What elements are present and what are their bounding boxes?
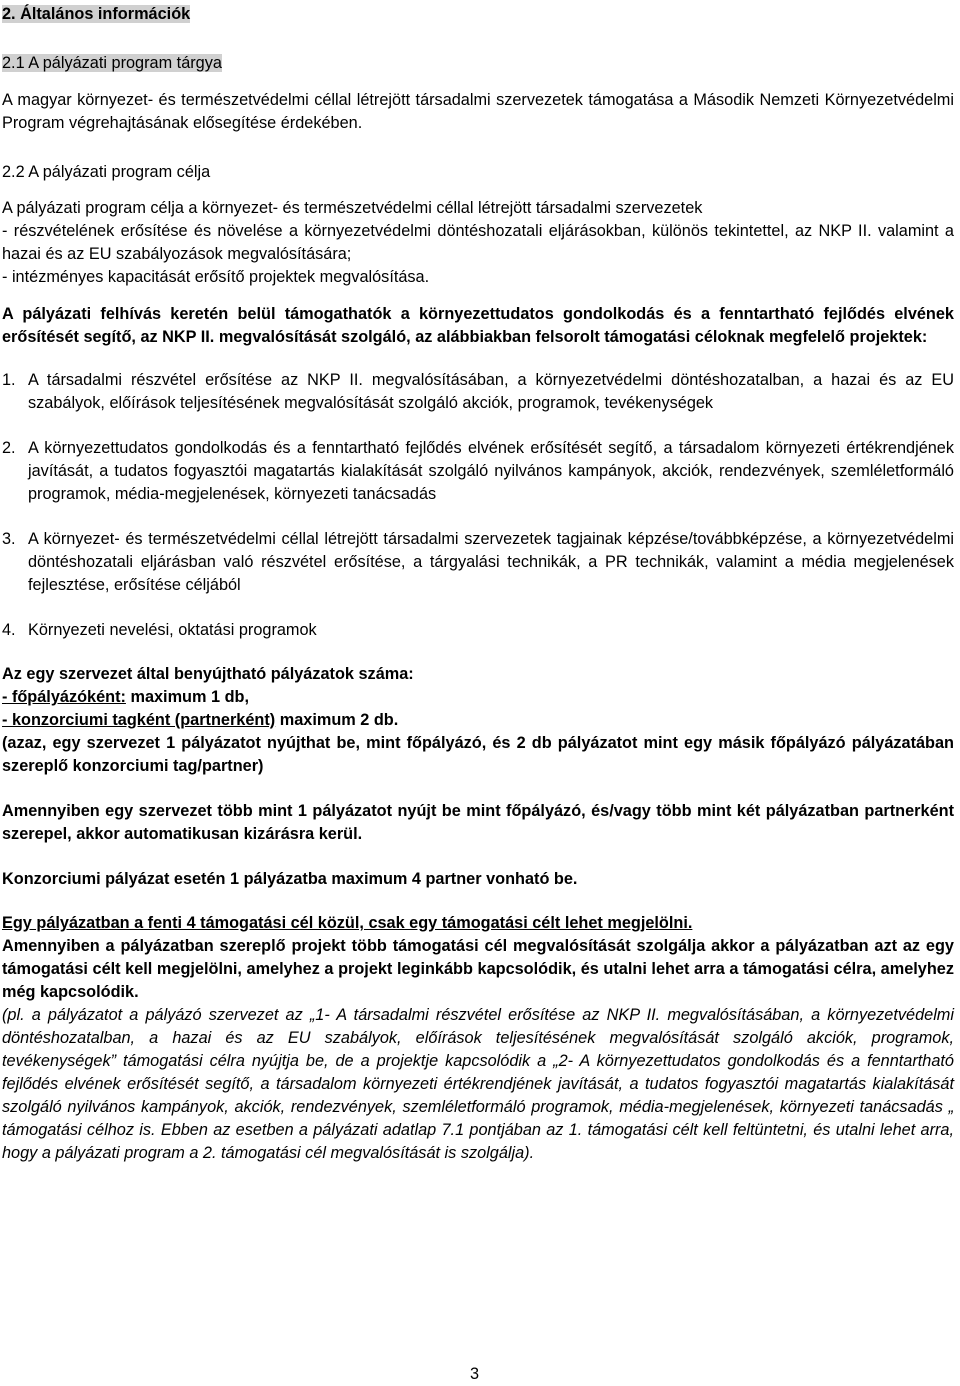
goal-number: 4. <box>2 621 16 639</box>
goal-item-2 <box>2 437 954 506</box>
main-applicant-value: maximum 1 db, <box>125 688 249 706</box>
goal-text: A környezettudatos gondolkodás és a fenntartható fejlődés elvének erősítését segítő, a társadalom környezeti értékrendjének javítását, a tudatos fogyasztói magatartás kialakítását szolgáló nyilvános kampányok, akciók, rendezvények, szemléletformáló programok, média-megjelenések, környezeti tanácsadás <box>28 439 954 503</box>
goal-number: 1. <box>2 371 16 389</box>
applications-partner <box>2 709 954 732</box>
subsection-title-2-2-text: 2.2 A pályázati program célja <box>2 163 211 181</box>
section-title-text: 2. Általános információk <box>2 5 191 23</box>
partner-label: - konzorciumi tagként (partnerként) <box>2 711 276 729</box>
applications-block <box>2 663 954 778</box>
goals-list <box>2 369 954 642</box>
consortium-text: Konzorciumi pályázat esetén 1 pályázatba maximum 4 partner vonható be. <box>2 870 578 888</box>
document-page <box>2 0 954 1165</box>
main-applicant-label: - főpályázóként: <box>2 688 126 706</box>
goal-item-1 <box>2 369 954 415</box>
goal-item-3 <box>2 528 954 597</box>
example-text: (pl. a pályázatot a pályázó szervezet az „1- A társadalmi részvétel erősítése az NKP II. megvalósításában, a környezetvédelmi döntéshozatalban, a hazai és az EU szabályok, előírások teljesítésének megvalósítását szolgáló akciók, programok, tevékenységek” támogatási célra nyújtja be, de a projektje kapcsolódik a „2- A környezettudatos gondolkodás és a fenntartható fejlődés elvének erősítését segítő, a társadalom környezeti értékrendjének javítását, a tudatos fogyasztói magatartás kialakítását szolgáló nyilvános kampányok, akciók, rendezvények, szemléletformáló programok, média-megjelenések, környezeti tanácsadás „ támogatási célhoz is. Ebben az esetben a pályázati adatlap 7.1 pontjában az 1. támogatási célt kell feltüntetni, és utalni lehet arra, hogy a pályázati program a 2. támogatási cél megvalósítását is szolgálja). <box>2 1006 954 1162</box>
selection-detail: Amennyiben a pályázatban szereplő projekt több támogatási cél megvalósítását szolgálja akkor a pályázatban azt az egy támogatási célt kell megjelölni, amelyhez a projekt leginkább kapcsolódik, és utalni lehet arra a támogatási célra, amelyhez még kapcsolódik. <box>2 937 954 1001</box>
applications-heading: Az egy szervezet által benyújtható pályázatok száma: <box>2 665 414 683</box>
goal-text: A társadalmi részvétel erősítése az NKP II. megvalósításában, a környezetvédelmi döntéshozatalban, a hazai és az EU szabályok, előírások teljesítésének megvalósítását szolgáló akciók, programok, tevékenységek <box>28 371 954 412</box>
subsection-title-2-2 <box>2 161 954 184</box>
subsection-title-2-1 <box>2 52 954 75</box>
program-goal-item-1: - részvételének erősítése és növelése a környezetvédelmi döntéshozatali eljárásokban, különös tekintettel, az NKP II. valamint a hazai és az EU szabályozások megvalósítására; <box>2 222 954 263</box>
subsection-title-2-1-text: 2.1 A pályázati program tárgya <box>2 54 222 72</box>
partner-value: maximum 2 db. <box>275 711 399 729</box>
goal-number: 2. <box>2 439 16 457</box>
page-number: 3 <box>470 1365 480 1383</box>
program-goal-item-2: - intézményes kapacitását erősítő projektek megvalósítása. <box>2 268 430 286</box>
goal-text: A környezet- és természetvédelmi céllal létrejött társadalmi szervezetek tagjainak képzése/továbbképzése, a környezetvédelmi döntéshozatali eljárásban való részvétel erősítése, a tárgyalási technikák, a PR technikák, valamint a média megjelenések fejlesztése, erősítése céljából <box>28 530 954 594</box>
exclusion-text: Amennyiben egy szervezet több mint 1 pályázatot nyújt be mint főpályázó, és/vagy több mint két pályázatban partnerként szerepel, akkor automatikusan kizárásra kerül. <box>2 802 954 843</box>
goal-text: Környezeti nevelési, oktatási programok <box>28 621 317 639</box>
section-title <box>2 3 954 26</box>
goal-number: 3. <box>2 530 16 548</box>
support-intro: A pályázati felhívás keretén belül támogathatók a környezettudatos gondolkodás és a fenntartható fejlődés elvének erősítését segítő, az NKP II. megvalósítását szolgáló, az alábbiakban felsorolt támogatási céloknak megfelelő projektek: <box>2 305 954 346</box>
program-goal-lead: A pályázati program célja a környezet- és természetvédelmi céllal létrejött társadalmi szervezetek <box>2 199 703 217</box>
selection-rule: Egy pályázatban a fenti 4 támogatási cél közül, csak egy támogatási célt lehet megjelölni. <box>2 914 693 932</box>
applications-main <box>2 686 954 709</box>
applications-note: (azaz, egy szervezet 1 pályázatot nyújthat be, mint főpályázó, és 2 db pályázatot mint egy másik főpályázó pályázatában szereplő konzorciumi tag/partner) <box>2 734 954 775</box>
program-subject-text: A magyar környezet- és természetvédelmi céllal létrejött társadalmi szervezetek támogatása a Második Nemzeti Környezetvédelmi Program végrehajtásának elősegítése érdekében. <box>2 91 954 132</box>
goal-item-4 <box>2 619 954 642</box>
